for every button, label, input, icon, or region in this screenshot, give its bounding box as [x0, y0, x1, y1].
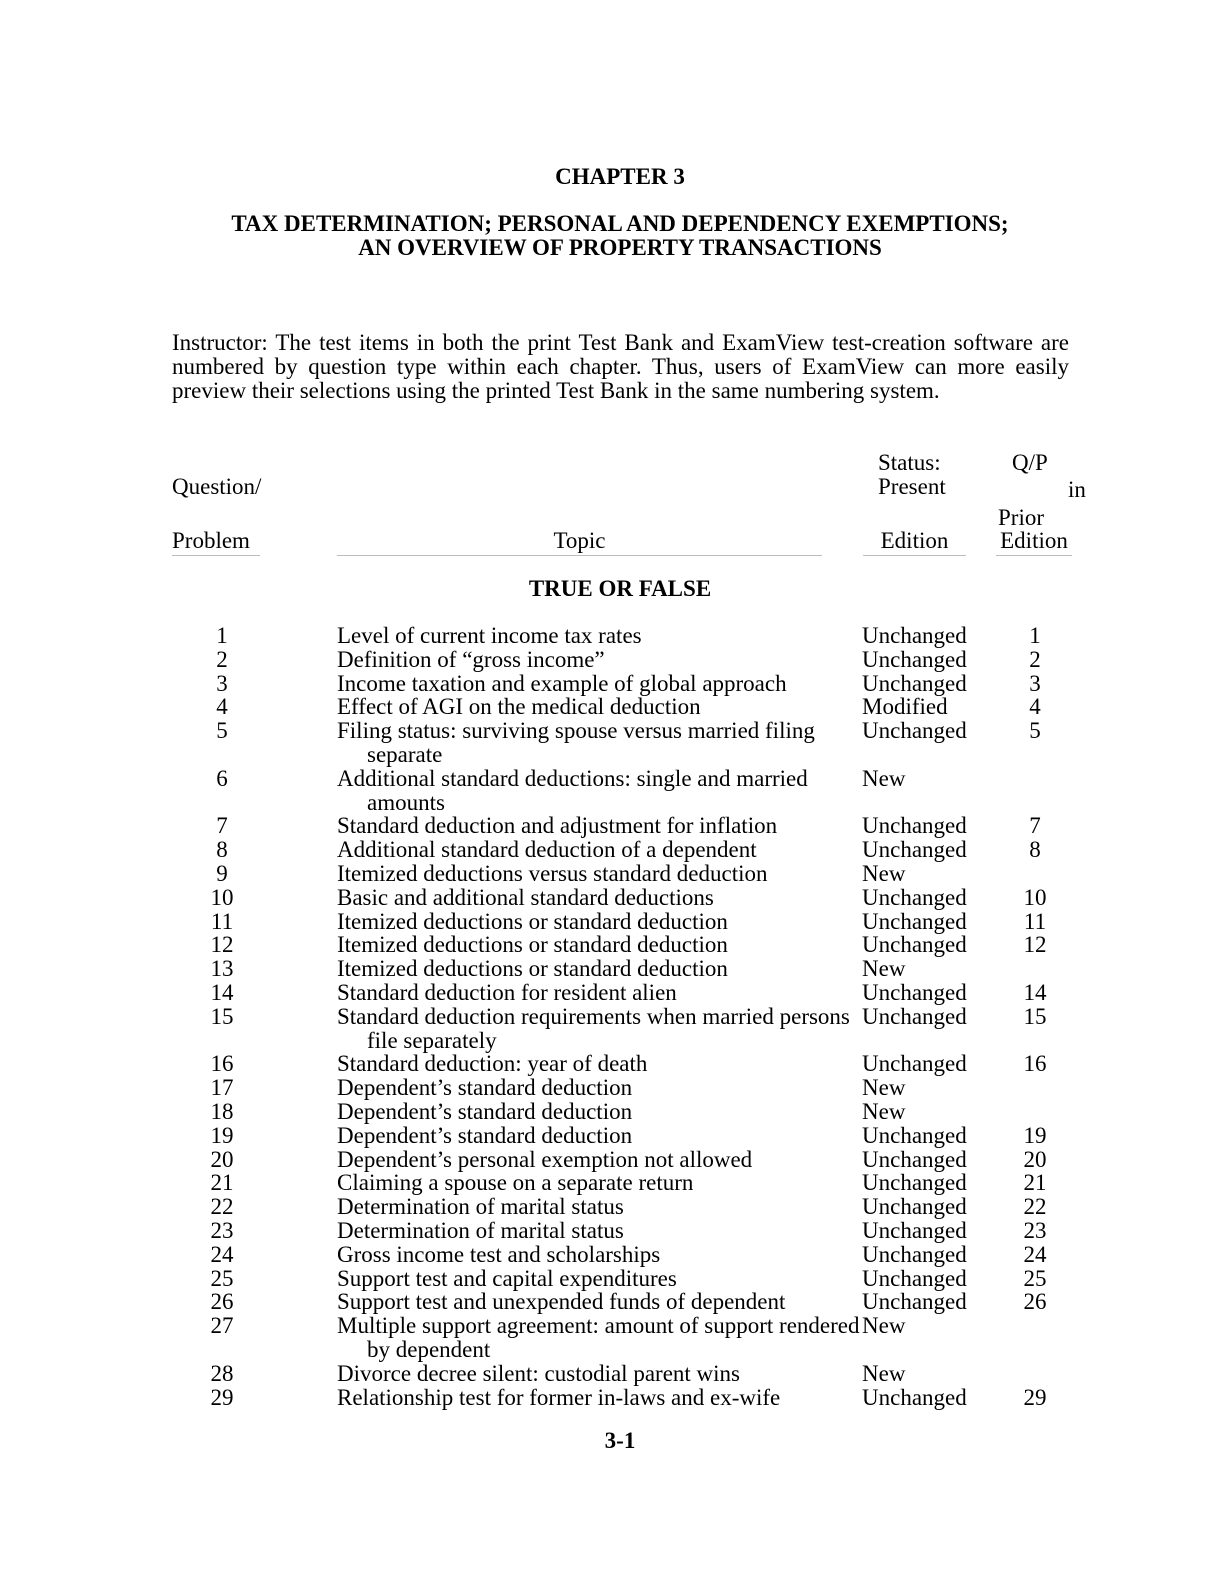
question-topic: Divorce decree silent: custodial parent wins — [337, 1360, 740, 1386]
prior-edition-number: 7 — [1029, 813, 1041, 839]
question-topic: Itemized deductions versus standard deduction — [337, 860, 768, 886]
instructor-note: Instructor: The test items in both the print Test Bank and ExamView test-creation software are numbered by question type within each chapter. Thus, users of ExamView can more easily preview their selections using the printed Test Bank in the same numbering system. — [172, 330, 1069, 403]
chapter-heading: CHAPTER 3 — [555, 164, 685, 189]
table-row — [0, 981, 1224, 1005]
header-status-line-1: Status: — [878, 450, 941, 475]
question-topic: Filing status: surviving spouse versus married filing separate — [337, 718, 815, 767]
question-topic: Support test and capital expenditures — [337, 1265, 677, 1291]
prior-edition-number: 19 — [1023, 1122, 1047, 1148]
table-row — [0, 1076, 1224, 1100]
prior-edition-number: 8 — [1029, 837, 1041, 863]
question-status: Unchanged — [862, 837, 967, 863]
question-topic: Additional standard deduction of a dependent — [337, 837, 757, 863]
question-topic: Dependent’s standard deduction — [337, 1075, 633, 1101]
prior-edition-number: 26 — [1023, 1289, 1047, 1315]
table-row — [0, 1314, 1224, 1362]
question-number: 28 — [210, 1360, 234, 1386]
chapter-title — [0, 212, 1224, 260]
question-table — [0, 624, 1224, 1409]
question-status: New — [862, 1098, 906, 1124]
question-number: 29 — [210, 1384, 234, 1410]
prior-edition-number: 5 — [1029, 718, 1041, 744]
chapter-title-line-1: TAX DETERMINATION; PERSONAL AND DEPENDENCY EXEMPTIONS; — [231, 211, 1009, 236]
question-number: 26 — [210, 1289, 234, 1315]
table-row — [0, 1005, 1224, 1053]
question-number: 19 — [210, 1122, 234, 1148]
question-number: 20 — [210, 1146, 234, 1172]
table-row — [0, 1100, 1224, 1124]
prior-edition-number: 20 — [1023, 1146, 1047, 1172]
table-row — [0, 910, 1224, 934]
table-row — [0, 1148, 1224, 1172]
question-topic: Standard deduction requirements when married persons file separately — [337, 1003, 850, 1053]
question-topic: Additional standard deductions: single and married amounts — [337, 765, 808, 815]
table-row — [0, 767, 1224, 815]
table-row — [0, 862, 1224, 886]
question-status: Unchanged — [862, 1003, 967, 1029]
question-number: 21 — [210, 1170, 234, 1196]
question-status: Unchanged — [862, 1384, 967, 1410]
question-topic: Definition of “gross income” — [337, 646, 605, 672]
question-topic: Standard deduction for resident alien — [337, 979, 677, 1005]
question-status: Unchanged — [862, 1194, 967, 1220]
prior-edition-number: 12 — [1023, 932, 1047, 958]
question-number: 23 — [210, 1217, 234, 1243]
table-row — [0, 814, 1224, 838]
header-qp-line-4: Edition — [996, 529, 1072, 556]
question-status: Unchanged — [862, 646, 967, 672]
question-status: New — [862, 860, 906, 886]
question-number: 11 — [210, 908, 234, 934]
question-status: Unchanged — [862, 1265, 967, 1291]
table-row — [0, 1362, 1224, 1386]
prior-edition-number: 4 — [1029, 694, 1041, 720]
header-problem: Problem — [172, 529, 260, 556]
table-row — [0, 933, 1224, 957]
table-row — [0, 1243, 1224, 1267]
question-topic: Dependent’s personal exemption not allowed — [337, 1146, 753, 1172]
page-number: 3-1 — [604, 1428, 636, 1453]
section-title: TRUE OR FALSE — [528, 576, 712, 601]
question-number: 4 — [216, 694, 228, 720]
question-number: 14 — [210, 979, 234, 1005]
question-topic: Income taxation and example of global approach — [337, 670, 787, 696]
question-number: 25 — [210, 1265, 234, 1291]
header-status-line-3: Edition — [863, 529, 966, 556]
question-topic: Basic and additional standard deductions — [337, 884, 714, 910]
question-number: 3 — [216, 670, 228, 696]
question-number: 7 — [216, 813, 228, 839]
table-row — [0, 957, 1224, 981]
table-row — [0, 886, 1224, 910]
question-status: New — [862, 1313, 906, 1339]
question-number: 2 — [216, 646, 228, 672]
table-row — [0, 648, 1224, 672]
table-row — [0, 838, 1224, 862]
question-number: 18 — [210, 1098, 234, 1124]
header-qp-line-3: Prior — [998, 505, 1044, 530]
table-row — [0, 1171, 1224, 1195]
table-row — [0, 1052, 1224, 1076]
question-number: 17 — [210, 1075, 234, 1101]
question-number: 8 — [216, 837, 228, 863]
prior-edition-number: 25 — [1023, 1265, 1047, 1291]
prior-edition-number: 11 — [1023, 908, 1047, 934]
question-number: 16 — [210, 1051, 234, 1077]
chapter-title-line-2: AN OVERVIEW OF PROPERTY TRANSACTIONS — [358, 235, 882, 260]
prior-edition-number: 3 — [1029, 670, 1041, 696]
header-topic: Topic — [337, 529, 822, 556]
question-status: Unchanged — [862, 979, 967, 1005]
question-status: New — [862, 1360, 906, 1386]
prior-edition-number: 16 — [1023, 1051, 1047, 1077]
question-status: Unchanged — [862, 718, 967, 744]
header-status-line-2: Present — [878, 474, 946, 499]
question-status: New — [862, 765, 906, 791]
header-question: Question/ — [172, 474, 262, 499]
prior-edition-number: 22 — [1023, 1194, 1047, 1220]
question-status: Unchanged — [862, 884, 967, 910]
question-status: Unchanged — [862, 908, 967, 934]
prior-edition-number: 29 — [1023, 1384, 1047, 1410]
question-topic: Standard deduction: year of death — [337, 1051, 648, 1077]
prior-edition-number: 23 — [1023, 1217, 1047, 1243]
question-status: Unchanged — [862, 1217, 967, 1243]
question-status: Unchanged — [862, 813, 967, 839]
question-status: New — [862, 956, 906, 982]
table-row — [0, 624, 1224, 648]
question-topic: Dependent’s standard deduction — [337, 1122, 633, 1148]
question-topic: Itemized deductions or standard deduction — [337, 932, 728, 958]
prior-edition-number: 1 — [1029, 623, 1041, 648]
question-topic: Standard deduction and adjustment for inflation — [337, 813, 778, 839]
question-topic: Support test and unexpended funds of dependent — [337, 1289, 786, 1315]
question-number: 13 — [210, 956, 234, 982]
question-topic: Level of current income tax rates — [337, 623, 642, 648]
question-status: Unchanged — [862, 623, 967, 648]
table-row — [0, 1124, 1224, 1148]
question-status: Unchanged — [862, 1051, 967, 1077]
question-status: Modified — [862, 694, 948, 720]
question-status: Unchanged — [862, 1170, 967, 1196]
question-status: Unchanged — [862, 1122, 967, 1148]
question-status: Unchanged — [862, 1289, 967, 1315]
question-number: 5 — [216, 718, 228, 744]
table-row — [0, 1195, 1224, 1219]
table-row — [0, 1219, 1224, 1243]
question-number: 27 — [210, 1313, 234, 1339]
question-status: Unchanged — [862, 932, 967, 958]
question-topic: Dependent’s standard deduction — [337, 1098, 633, 1124]
table-row — [0, 695, 1224, 719]
prior-edition-number: 14 — [1023, 979, 1047, 1005]
question-number: 6 — [216, 765, 228, 791]
question-topic: Determination of marital status — [337, 1217, 624, 1243]
question-topic: Itemized deductions or standard deduction — [337, 908, 728, 934]
question-number: 1 — [216, 623, 228, 648]
question-number: 10 — [210, 884, 234, 910]
question-topic: Relationship test for former in-laws and ex-wife — [337, 1384, 781, 1410]
prior-edition-number: 10 — [1023, 884, 1047, 910]
header-qp-line-2: in — [1068, 477, 1086, 502]
prior-edition-number: 24 — [1023, 1241, 1047, 1267]
table-row — [0, 719, 1224, 767]
question-topic: Itemized deductions or standard deduction — [337, 956, 728, 982]
question-number: 22 — [210, 1194, 234, 1220]
question-number: 24 — [210, 1241, 234, 1267]
question-topic: Effect of AGI on the medical deduction — [337, 694, 701, 720]
header-qp-line-1: Q/P — [1012, 450, 1048, 475]
table-row — [0, 1386, 1224, 1410]
prior-edition-number: 2 — [1029, 646, 1041, 672]
question-number: 12 — [210, 932, 234, 958]
question-status: Unchanged — [862, 1241, 967, 1267]
question-status: Unchanged — [862, 1146, 967, 1172]
question-topic: Determination of marital status — [337, 1194, 624, 1220]
question-number: 15 — [210, 1003, 234, 1029]
table-row — [0, 672, 1224, 696]
prior-edition-number: 15 — [1023, 1003, 1047, 1029]
question-topic: Multiple support agreement: amount of support rendered by dependent — [337, 1313, 860, 1362]
question-status: New — [862, 1075, 906, 1101]
table-row — [0, 1267, 1224, 1291]
question-topic: Claiming a spouse on a separate return — [337, 1170, 694, 1196]
question-status: Unchanged — [862, 670, 967, 696]
question-topic: Gross income test and scholarships — [337, 1241, 661, 1267]
prior-edition-number: 21 — [1023, 1170, 1047, 1196]
table-row — [0, 1290, 1224, 1314]
question-number: 9 — [216, 860, 228, 886]
